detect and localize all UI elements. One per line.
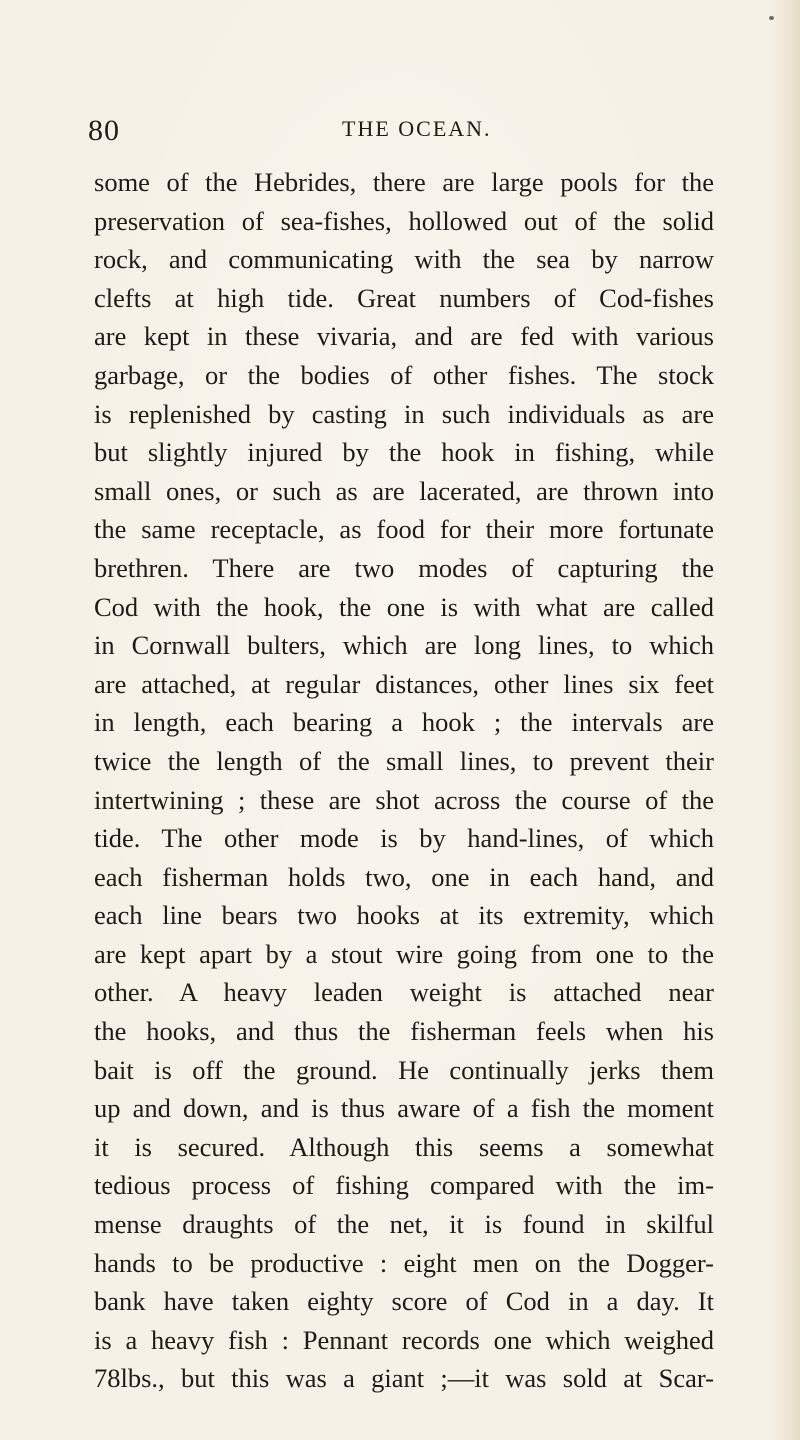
text-line: each fisherman holds two, one in each hand, and [94, 861, 714, 892]
text-line: clefts at high tide. Great numbers of Cod-fishes [94, 282, 714, 313]
text-line: are kept apart by a stout wire going from one to the [94, 938, 714, 969]
text-line: brethren. There are two modes of capturing the [94, 552, 714, 583]
text-line: garbage, or the bodies of other fishes. The stock [94, 359, 714, 390]
text-line: are kept in these vivaria, and are fed with various [94, 321, 714, 352]
text-line: intertwining ; these are shot across the course of the [94, 784, 714, 815]
text-line: is replenished by casting in such individuals as are [94, 398, 714, 429]
text-line: each line bears two hooks at its extremity, which [94, 900, 714, 931]
text-line: tedious process of fishing compared with the im- [94, 1170, 714, 1201]
text-line: 78lbs., but this was a giant ;—it was sold at Scar- [94, 1363, 714, 1394]
text-line: other. A heavy leaden weight is attached near [94, 977, 714, 1008]
text-line: preservation of sea-fishes, hollowed out of the solid [94, 205, 714, 236]
text-line: tide. The other mode is by hand-lines, of which [94, 823, 714, 854]
running-title: THE OCEAN. [342, 116, 492, 141]
body-text [94, 163, 714, 1398]
text-line: rock, and communicating with the sea by narrow [94, 244, 714, 275]
text-line: twice the length of the small lines, to prevent their [94, 745, 714, 776]
ink-speck [769, 16, 774, 20]
text-line: the hooks, and thus the fisherman feels when his [94, 1016, 714, 1047]
text-line: up and down, and is thus aware of a fish the moment [94, 1093, 714, 1124]
page-number: 80 [88, 114, 120, 147]
text-line: bank have taken eighty score of Cod in a day. It [94, 1286, 714, 1317]
text-line: it is secured. Although this seems a somewhat [94, 1131, 714, 1162]
text-line: mense draughts of the net, it is found in skilful [94, 1209, 714, 1240]
text-line: but slightly injured by the hook in fishing, while [94, 437, 714, 468]
text-line: small ones, or such as are lacerated, are thrown into [94, 475, 714, 506]
text-line: the same receptacle, as food for their more fortunate [94, 514, 714, 545]
text-line: bait is off the ground. He continually jerks them [94, 1054, 714, 1085]
running-head [0, 110, 800, 150]
text-line: are attached, at regular distances, other lines six feet [94, 668, 714, 699]
text-line: hands to be productive : eight men on the Dogger- [94, 1247, 714, 1278]
text-line: some of the Hebrides, there are large pools for the [94, 167, 714, 197]
text-line: is a heavy fish : Pennant records one which weighed [94, 1324, 714, 1355]
text-line: Cod with the hook, the one is with what are called [94, 591, 714, 622]
text-line: in Cornwall bulters, which are long lines, to which [94, 630, 714, 661]
text-line: in length, each bearing a hook ; the intervals are [94, 707, 714, 738]
